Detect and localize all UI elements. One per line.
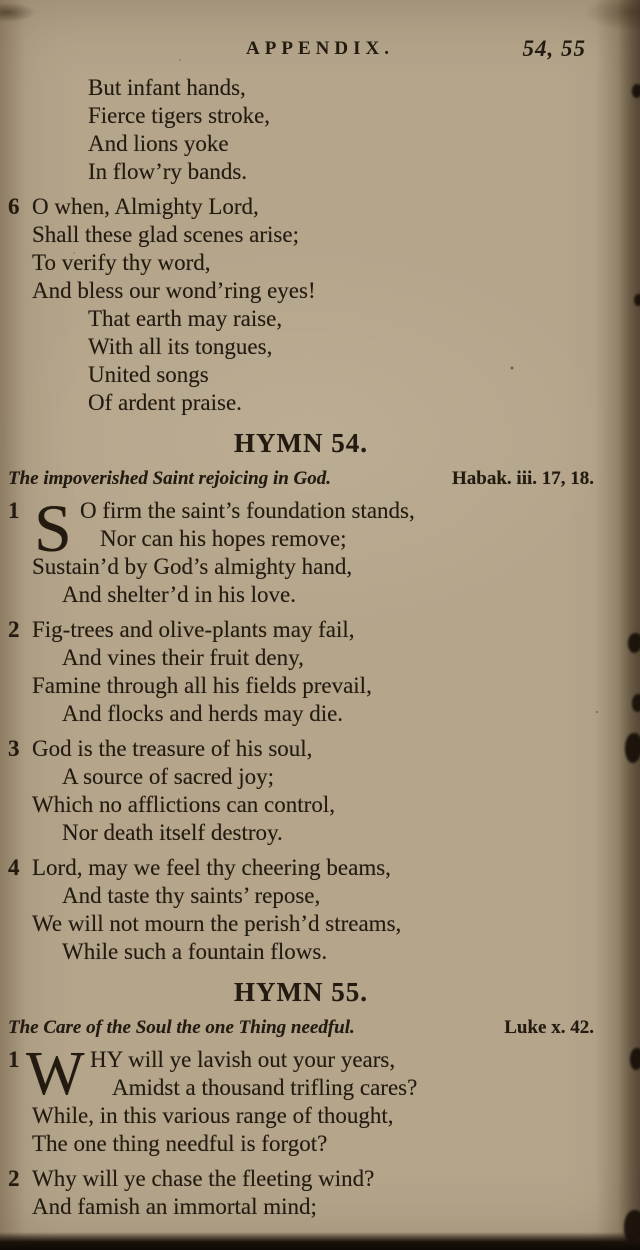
verse-number: 2 xyxy=(8,1166,20,1191)
hymn-54-verse-2 xyxy=(8,616,594,728)
stanza-line: Lord, may we feel thy cheering beams, xyxy=(32,855,391,880)
stanza-line: God is the treasure of his soul, xyxy=(32,736,313,761)
running-title: APPENDIX. xyxy=(246,38,394,59)
edge-ink-mark xyxy=(634,294,640,306)
stanza-line: Nor death itself destroy. xyxy=(62,820,283,845)
stanza-line: That earth may raise, xyxy=(88,306,283,331)
hymn-54-subtitle-row xyxy=(8,467,594,491)
verse-number: 1 xyxy=(8,1047,20,1072)
stanza-line: And shelter’d in his love. xyxy=(62,582,297,607)
edge-ink-mark xyxy=(630,1048,640,1070)
verse-6 xyxy=(8,193,594,417)
drop-cap: W xyxy=(26,1040,85,1108)
stanza-line: With all its tongues, xyxy=(88,334,273,359)
verse-number: 4 xyxy=(8,855,20,880)
stanza-line: Famine through all his fields prevail, xyxy=(32,673,372,698)
stanza-line: Fierce tigers stroke, xyxy=(88,103,271,128)
hymn-54-verse-3 xyxy=(8,735,594,847)
hymn-55-verse-2 xyxy=(8,1165,594,1221)
stanza-line: In flow’ry bands. xyxy=(88,159,248,184)
stanza-line: HY will ye lavish out your years, xyxy=(90,1047,396,1072)
drop-cap: S xyxy=(34,490,72,566)
verse-number: 3 xyxy=(8,736,20,761)
stanza-line: And lions yoke xyxy=(88,131,229,156)
stanza-line: But infant hands, xyxy=(88,75,246,100)
stanza-line: A source of sacred joy; xyxy=(62,764,275,789)
page-header xyxy=(0,0,640,72)
stanza-line: Of ardent praise. xyxy=(88,390,242,415)
verse-number: 6 xyxy=(8,194,20,219)
stanza-line: Amidst a thousand trifling cares? xyxy=(112,1075,418,1100)
hymn-54-subtitle: The impoverished Saint rejoicing in God. xyxy=(8,468,332,489)
verse-number: 1 xyxy=(8,498,20,523)
hymn-55-subtitle-row xyxy=(8,1016,594,1040)
closing-stanza xyxy=(88,74,594,186)
edge-ink-mark xyxy=(625,733,640,763)
stanza-line: And bless our wond’ring eyes! xyxy=(32,278,316,303)
hymn-54-scripture-reference: Habak. iii. 17, 18. xyxy=(452,468,594,489)
edge-ink-mark xyxy=(632,84,640,98)
hymn-54-heading: HYMN 54. xyxy=(234,428,368,458)
stanza-line: Nor can his hopes remove; xyxy=(100,526,347,551)
stanza-line: While such a fountain flows. xyxy=(62,939,328,964)
hymn-54-verse-1 xyxy=(8,490,594,609)
page-numbers: 54, 55 xyxy=(522,36,586,61)
stanza-line: And taste thy saints’ repose, xyxy=(62,883,321,908)
edge-ink-mark xyxy=(632,694,640,712)
hymn-54-verse-4 xyxy=(8,854,594,966)
edge-ink-mark xyxy=(628,633,640,653)
stanza-line: Why will ye chase the fleeting wind? xyxy=(32,1166,375,1191)
page-content xyxy=(0,72,640,1221)
stanza-line: O when, Almighty Lord, xyxy=(32,194,259,219)
stanza-line: United songs xyxy=(88,362,209,387)
stanza-line: To verify thy word, xyxy=(32,250,211,275)
stanza-line: O firm the saint’s foundation stands, xyxy=(80,498,415,523)
stanza-line: Shall these glad scenes arise; xyxy=(32,222,299,247)
stanza-line: While, in this various range of thought, xyxy=(32,1103,394,1128)
stanza-line: Sustain’d by God’s almighty hand, xyxy=(32,554,353,579)
stanza-line: Which no afflictions can control, xyxy=(32,792,335,817)
stanza-line: We will not mourn the perish’d streams, xyxy=(32,911,402,936)
hymn-55-subtitle: The Care of the Soul the one Thing needful. xyxy=(8,1017,355,1038)
hymn-55-heading: HYMN 55. xyxy=(234,977,368,1007)
stanza-line: Fig-trees and olive-plants may fail, xyxy=(32,617,355,642)
stanza-line: The one thing needful is forgot? xyxy=(32,1131,328,1156)
stanza-line: And famish an immortal mind; xyxy=(32,1194,317,1219)
hymn-55-scripture-reference: Luke x. 42. xyxy=(504,1017,594,1038)
verse-number: 2 xyxy=(8,617,20,642)
hymn-55-verse-1 xyxy=(8,1040,594,1158)
stanza-line: And flocks and herds may die. xyxy=(62,701,344,726)
page-bottom-edge xyxy=(0,1232,640,1250)
stanza-line: And vines their fruit deny, xyxy=(62,645,304,670)
